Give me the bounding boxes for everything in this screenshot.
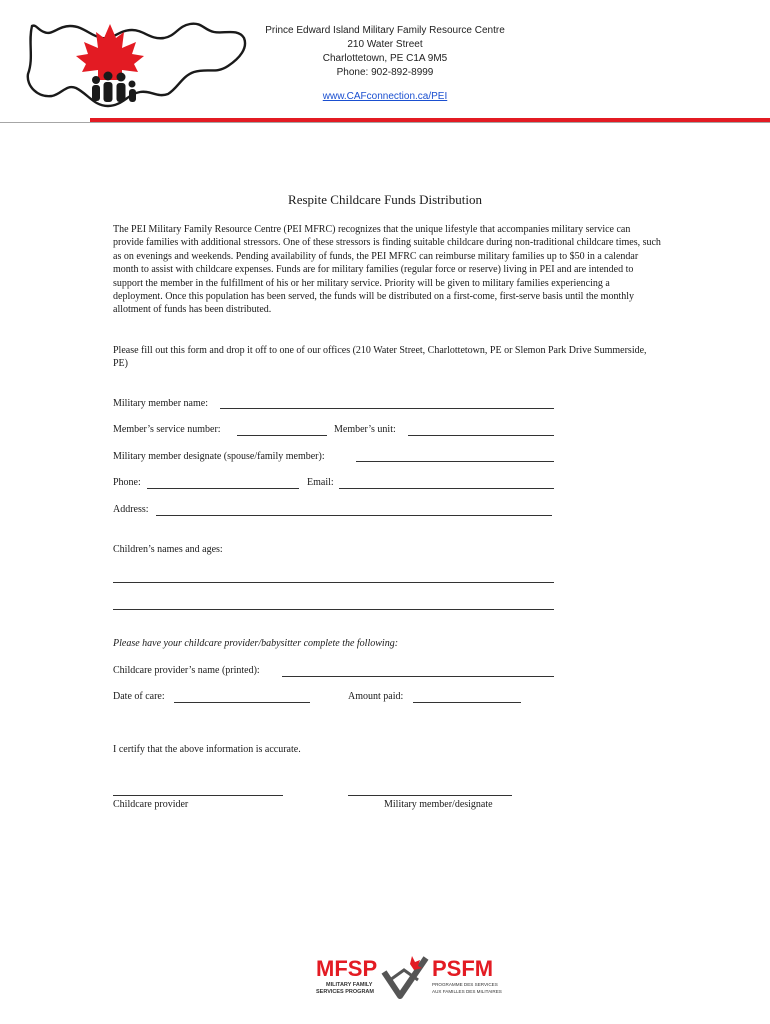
checkmark-house-icon [384,956,426,996]
street-address: 210 Water Street [347,39,423,50]
address-field[interactable] [156,515,552,516]
phone-label: Phone: [113,477,141,488]
provider-name-field[interactable] [282,676,554,677]
service-number-field[interactable] [237,435,327,436]
designate-label: Military member designate (spouse/family member): [113,451,325,462]
mfsp-acronym: MFSP [316,956,378,981]
mfsp-name-line-1: MILITARY FAMILY [326,982,373,988]
provider-name-label: Childcare provider’s name (printed): [113,665,260,676]
children-label: Children’s names and ages: [113,544,223,555]
address-label: Address: [113,504,149,515]
letterhead [230,24,540,104]
certify-statement: I certify that the above information is accurate. [113,744,301,755]
header-grey-rule [0,122,770,123]
member-name-field[interactable] [220,408,554,409]
psfm-name-line-1: PROGRAMME DES SERVICES [432,982,498,987]
designate-field[interactable] [356,461,554,462]
org-name: Prince Edward Island Military Family Resource Centre [265,25,505,36]
member-signature-label: Military member/designate [384,799,493,810]
email-label: Email: [307,477,334,488]
phone-number: Phone: 902-892-8999 [336,67,434,78]
children-field-line-2[interactable] [113,609,554,610]
member-name-label: Military member name: [113,398,208,409]
member-signature-line[interactable] [348,795,512,796]
maple-leaf-icon [76,24,144,80]
instructions-paragraph: Please fill out this form and drop it off to one of our offices (210 Water Street, Charlottetown, PE or Slemon Park Drive Summerside, PE) [113,345,647,370]
unit-label: Member’s unit: [334,424,396,435]
service-number-label: Member’s service number: [113,424,221,435]
phone-field[interactable] [147,488,299,489]
amount-paid-label: Amount paid: [348,691,404,702]
children-field-line-1[interactable] [113,582,554,583]
mfsp-name-line-2: SERVICES PROGRAM [316,989,374,995]
intro-paragraph: The PEI Military Family Resource Centre (PEI MFRC) recognizes that the unique lifestyle that accompanies military service can provide families with additional stressors. One of these stressors is finding suitable childcare during non-traditional childcare times, such as on evenings and weekends. Pending availability of funds, the PEI MFRC can reimburse military families up to $50 in a calendar month to assist with childcare expenses. Funds are for military families (regular force or reserve) living in PEI and are intended to support the member in the fulfillment of his or her military service. Priority will be given to military families experiencing a deployment. Once this population has been served, the funds will be distributed on a first-come, first-serve basis until the monthly allotment of funds has been distributed. [113,224,661,316]
mfsp-psfm-logo [314,950,508,1006]
psfm-acronym: PSFM [432,956,494,981]
psfm-name-line-2: AUX FAMILLES DES MILITAIRES [432,989,502,994]
provider-instructions: Please have your childcare provider/babysitter complete the following: [113,638,399,649]
unit-field[interactable] [408,435,554,436]
amount-paid-field[interactable] [413,702,521,703]
pei-mfrc-logo [18,14,256,116]
provider-signature-line[interactable] [113,795,283,796]
email-field[interactable] [339,488,554,489]
pei-island-outline [28,24,245,106]
date-of-care-label: Date of care: [113,691,165,702]
date-of-care-field[interactable] [174,702,310,703]
website-link[interactable]: www.CAFconnection.ca/PEI [322,91,448,102]
form-title: Respite Childcare Funds Distribution [288,192,482,207]
city-postal: Charlottetown, PE C1A 9M5 [322,53,448,64]
provider-signature-label: Childcare provider [113,799,189,810]
